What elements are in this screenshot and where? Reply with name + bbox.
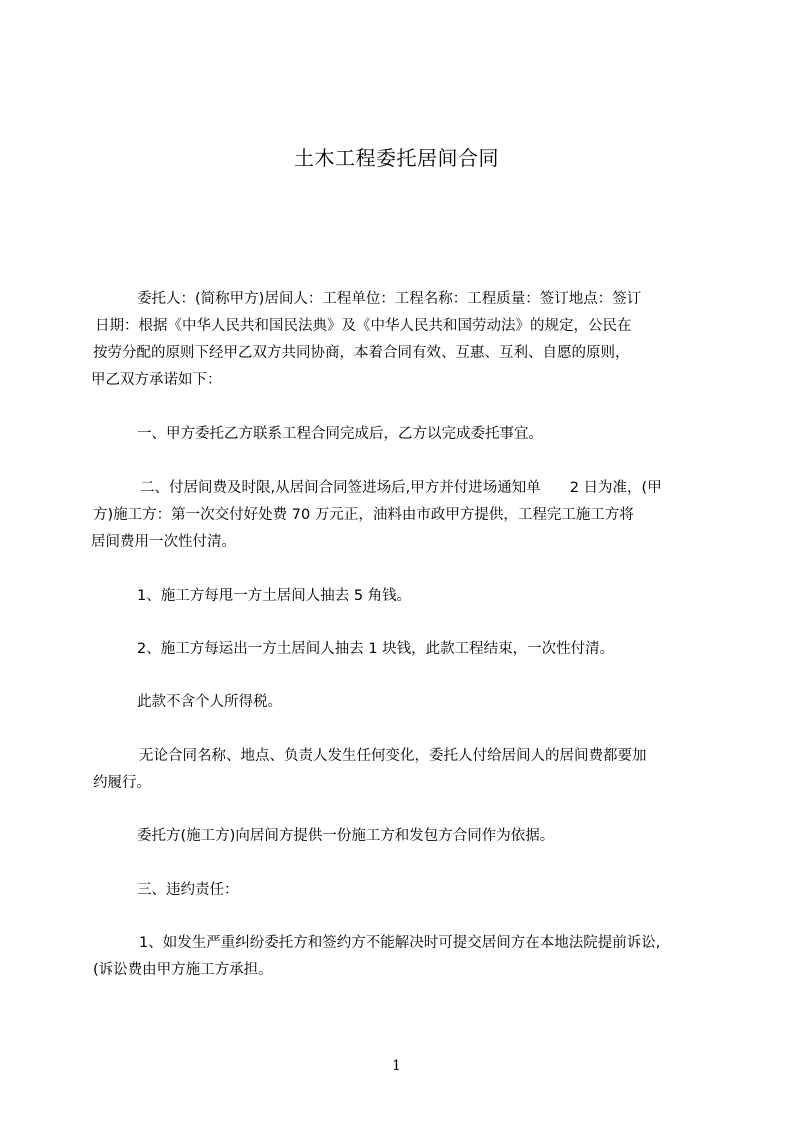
intro-line-1: 委托人：(简称甲方)居间人：工程单位：工程名称：工程质量：签订地点：签订 — [137, 291, 642, 307]
breach-1-line-1: 1、如发生严重纠纷委托方和签约方不能解决时可提交居间方在本地法院提前诉讼, — [139, 935, 661, 951]
clause-3: 三、违约责任： — [137, 882, 239, 898]
clause-2-line-3: 居间费用一次性付清。 — [91, 534, 236, 550]
intro-line-4: 甲乙双方承诺如下： — [91, 372, 222, 388]
intro-line-2: 日期：根据《中华人民共和国民法典》及《中华人民共和国劳动法》的规定，公民在 — [95, 318, 632, 334]
clause-2-line-2: 方)施工方：第一次交付好处费 70 万元正，油料由市政甲方提供，工程完工施工方将 — [93, 507, 634, 523]
page-number: 1 — [392, 1058, 401, 1074]
change-note-line-2: 约履行。 — [93, 775, 151, 791]
item-2: 2、施工方每运出一方土居间人抽去 1 块钱，此款工程结束，一次性付清。 — [137, 641, 615, 657]
clause-2-line-1: 二、付居间费及时限,从居间合同签进场后,甲方并付进场通知单 2 日为准，(甲 — [140, 480, 662, 496]
breach-1-line-2: (诉讼费由甲方施工方承担。 — [93, 962, 273, 978]
intro-line-3: 按劳分配的原则下经甲乙双方共同协商，本着合同有效、互惠、互利、自愿的原则， — [93, 345, 630, 361]
document-title: 土木工程委托居间合同 — [294, 146, 499, 170]
clause-1: 一、甲方委托乙方联系工程合同完成后，乙方以完成委托事宜。 — [137, 426, 543, 442]
change-note-line-1: 无论合同名称、地点、负责人发生任何变化，委托人付给居间人的居间费都要加 — [139, 748, 647, 764]
basis-note: 委托方(施工方)向居间方提供一份施工方和发包方合同作为依据。 — [137, 828, 555, 844]
item-1: 1、施工方每甩一方土居间人抽去 5 角钱。 — [137, 588, 412, 604]
tax-note: 此款不含个人所得税。 — [137, 694, 282, 710]
